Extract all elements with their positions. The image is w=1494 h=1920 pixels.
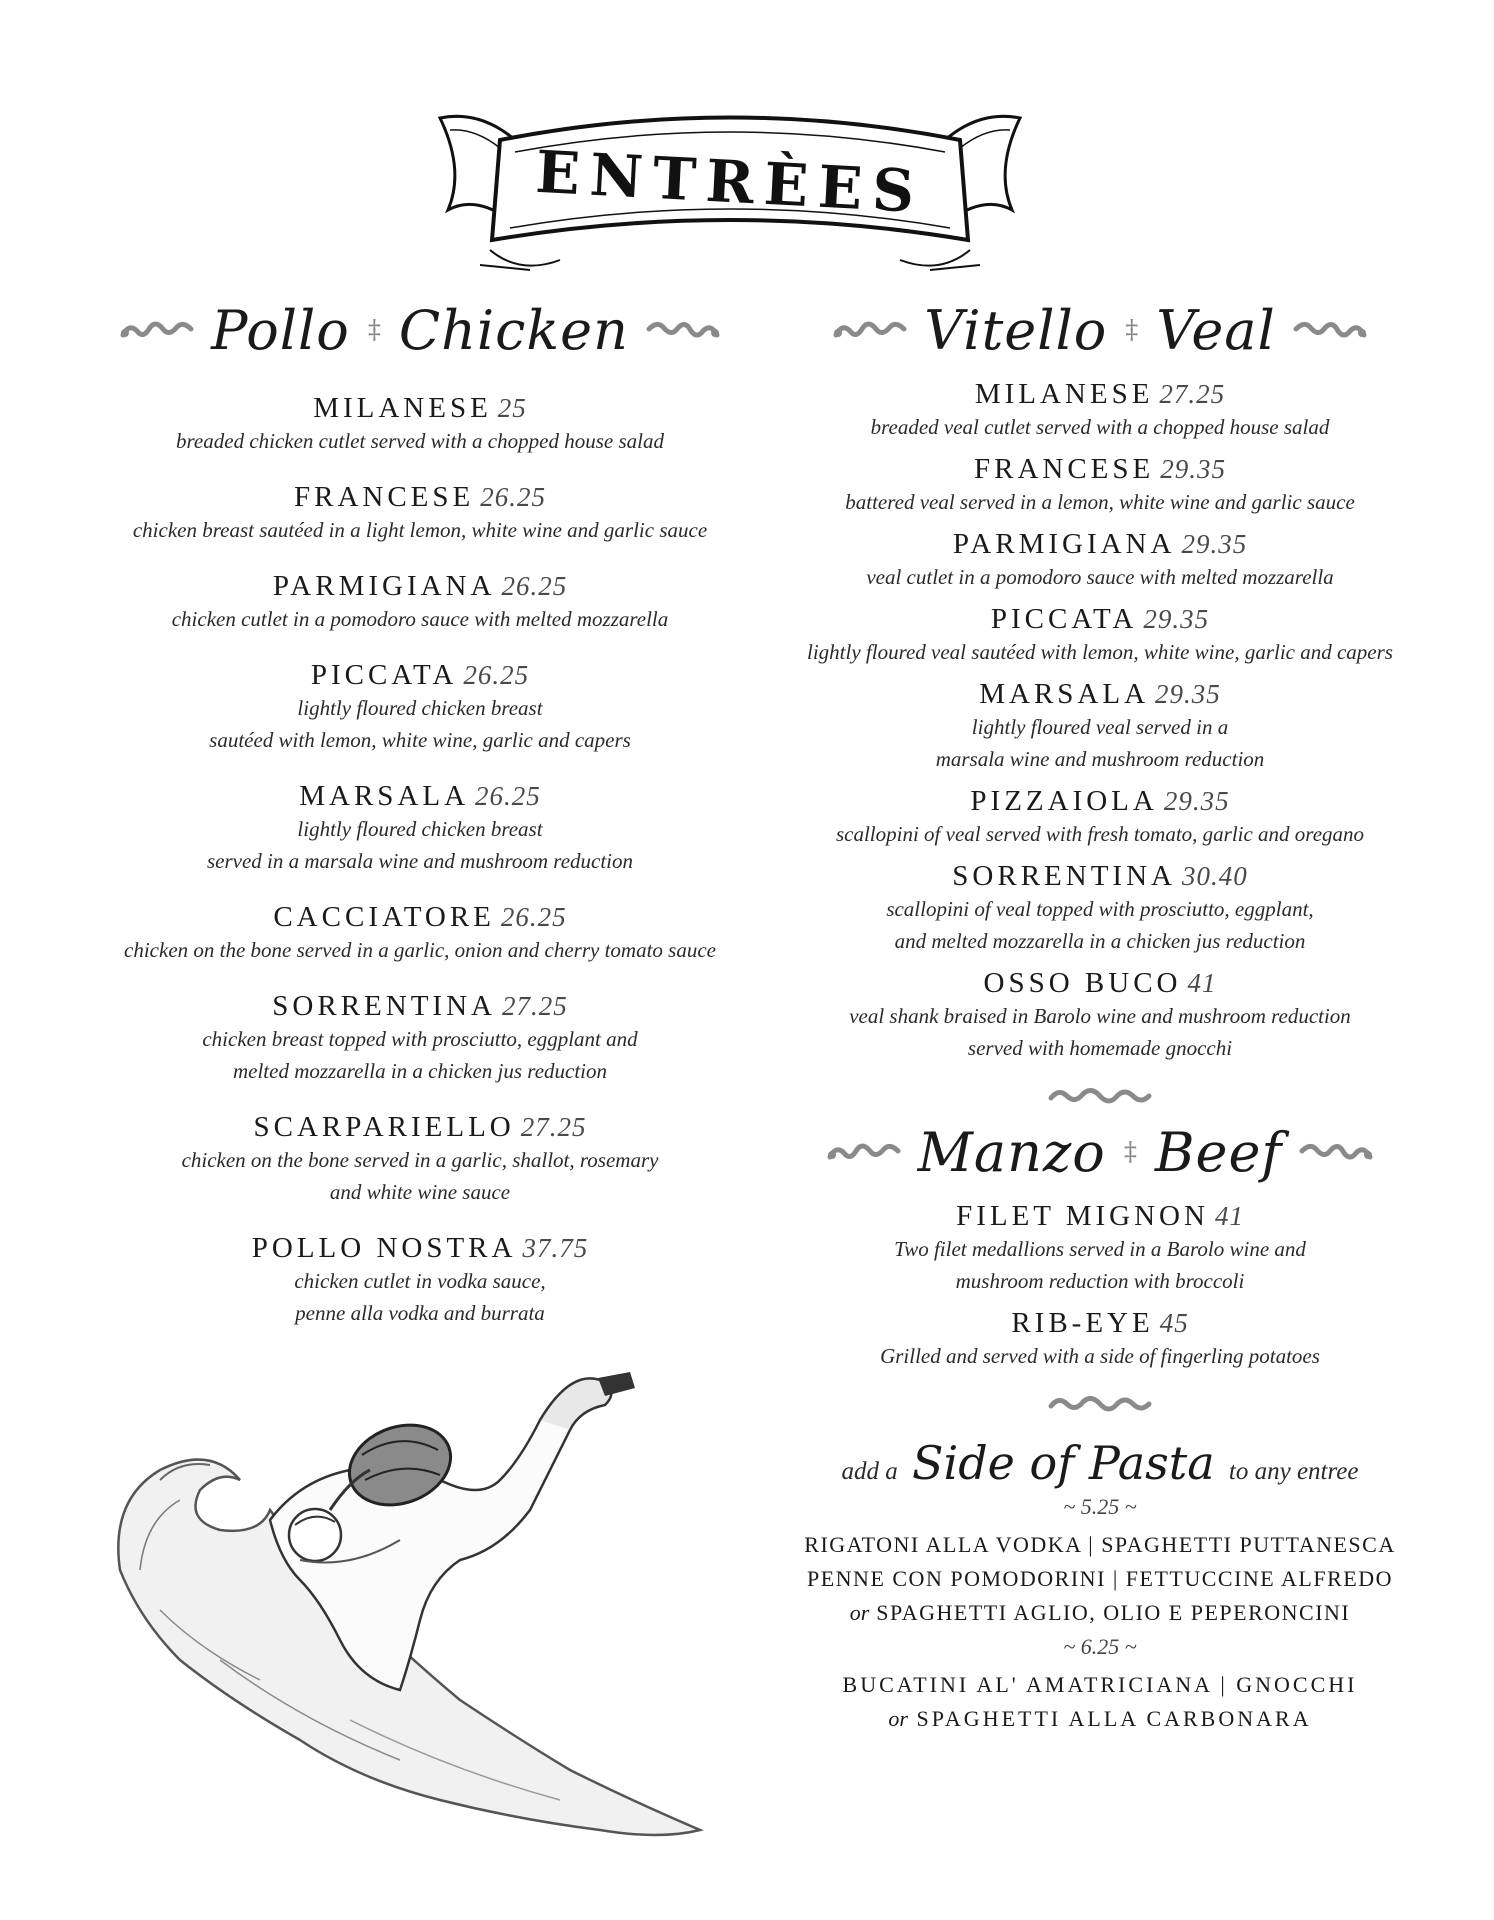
menu-item-name: OSSO BUCO	[983, 967, 1182, 999]
menu-item-price: 41	[1187, 968, 1217, 998]
dagger-separator: ‡	[1123, 1137, 1137, 1167]
chicken-title-italian: Pollo	[211, 298, 350, 362]
pasta-intro-post: to any entree	[1228, 1458, 1359, 1485]
menu-item-name: FILET MIGNON	[956, 1200, 1209, 1232]
menu-item-name: PARMIGIANA	[952, 528, 1176, 560]
menu-item-header	[90, 901, 750, 934]
pasta-line-4: BUCATINI AL' AMATRICIANA | GNOCCHI	[842, 1672, 1358, 1697]
menu-item-name: FRANCESE	[293, 481, 475, 513]
beef-title-italian: Manzo	[917, 1120, 1106, 1184]
menu-item-description: scallopini of veal served with fresh tomato, garlic and oregano	[835, 822, 1365, 846]
chicken-column	[90, 292, 750, 1329]
menu-item-description: mushroom reduction with broccoli	[955, 1269, 1245, 1293]
menu-item-name: MILANESE	[313, 392, 492, 424]
chicken-title-english: Chicken	[398, 298, 629, 362]
menu-item	[90, 780, 750, 877]
pasta-intro-title: Side of Pasta	[911, 1436, 1215, 1490]
veal-section-header	[760, 292, 1440, 368]
swirl-ornament-icon	[832, 315, 910, 345]
pasta-line-5-text: SPAGHETTI ALLA CARBONARA	[916, 1706, 1312, 1731]
menu-item-name: SORRENTINA	[272, 990, 496, 1022]
menu-item-header	[90, 659, 750, 692]
side-of-pasta-heading	[760, 1436, 1440, 1490]
menu-item	[90, 392, 750, 457]
menu-item-header	[90, 1111, 750, 1144]
menu-item-price: 30.40	[1181, 861, 1248, 891]
menu-item-price: 26.25	[500, 902, 567, 932]
menu-item-description: veal shank braised in Barolo wine and mushroom reduction	[849, 1004, 1351, 1028]
beef-section-header	[760, 1114, 1440, 1190]
menu-item-price: 41	[1214, 1201, 1244, 1231]
menu-item-description: and melted mozzarella in a chicken jus reduction	[894, 929, 1306, 953]
menu-item-description: lightly floured veal served in a	[971, 715, 1229, 739]
menu-item-description: Two filet medallions served in a Barolo wine and	[894, 1237, 1306, 1261]
menu-item-name: MARSALA	[979, 678, 1150, 710]
pasta-line-3-text: SPAGHETTI AGLIO, OLIO E PEPERONCINI	[876, 1600, 1351, 1625]
menu-item-description: scallopini of veal topped with prosciutto, eggplant,	[886, 897, 1314, 921]
menu-item-header	[760, 453, 1440, 486]
or-label: or	[849, 1600, 870, 1625]
menu-item-header	[90, 1232, 750, 1265]
swirl-ornament-icon	[119, 315, 197, 345]
menu-item-description: served with homemade gnocchi	[967, 1036, 1233, 1060]
menu-item-description: veal cutlet in a pomodoro sauce with melted mozzarella	[866, 565, 1334, 589]
menu-item	[90, 901, 750, 966]
menu-item-header	[760, 378, 1440, 411]
veal-title-italian: Vitello	[924, 298, 1108, 362]
menu-item-header	[760, 785, 1440, 818]
menu-item-header	[760, 528, 1440, 561]
or-label: or	[888, 1706, 908, 1731]
menu-item-description: chicken breast topped with prosciutto, eggplant and	[202, 1027, 638, 1051]
veal-beef-column	[760, 292, 1440, 1736]
menu-item-name: MARSALA	[299, 780, 470, 812]
menu-item	[760, 967, 1440, 1064]
menu-item-price: 29.35	[1160, 454, 1226, 484]
menu-item-name: PICCATA	[310, 659, 458, 691]
menu-item	[90, 990, 750, 1087]
scroll-divider-icon	[760, 1084, 1440, 1108]
chicken-section-header	[90, 292, 750, 368]
menu-item-price: 29.35	[1143, 604, 1210, 634]
menu-item-price: 37.75	[522, 1233, 589, 1263]
menu-item	[90, 659, 750, 756]
pasta-line-3	[760, 1596, 1440, 1630]
menu-item	[90, 570, 750, 635]
swirl-ornament-icon	[1296, 1137, 1374, 1167]
menu-item-description: served in a marsala wine and mushroom reduction	[207, 849, 633, 873]
menu-item-description: chicken cutlet in vodka sauce,	[294, 1269, 546, 1293]
menu-item-description: sautéed with lemon, white wine, garlic and capers	[209, 728, 631, 752]
banner-title: ENTRÈES	[534, 137, 926, 227]
chicken-items-list	[90, 392, 750, 1329]
pasta-line-5	[760, 1702, 1440, 1736]
menu-item-header	[760, 1200, 1440, 1233]
menu-item-description: chicken on the bone served in a garlic, onion and cherry tomato sauce	[124, 938, 716, 962]
menu-item	[760, 453, 1440, 518]
pasta-price-tier-1: ~ 5.25 ~	[1063, 1494, 1137, 1519]
menu-item-name: RIB-EYE	[1011, 1307, 1154, 1339]
beef-title-english: Beef	[1154, 1120, 1283, 1184]
menu-item-description: chicken breast sautéed in a light lemon, white wine and garlic sauce	[132, 518, 708, 542]
veal-items-list	[760, 378, 1440, 1064]
menu-item-description: battered veal served in a lemon, white wine and garlic sauce	[845, 490, 1355, 514]
menu-item-price: 29.35	[1163, 786, 1230, 816]
menu-item-header	[90, 780, 750, 813]
menu-item-description: Grilled and served with a side of fingerling potatoes	[880, 1344, 1320, 1368]
menu-item	[90, 481, 750, 546]
entrees-banner	[420, 100, 1040, 290]
pasta-intro-pre: add a	[841, 1458, 898, 1485]
menu-item	[760, 785, 1440, 850]
swirl-ornament-icon	[643, 315, 721, 345]
pasta-line-2: PENNE CON POMODORINI | FETTUCCINE ALFREDO	[807, 1566, 1393, 1591]
menu-item-description: lightly floured chicken breast	[297, 817, 543, 841]
pasta-price-tier-2: ~ 6.25 ~	[1063, 1634, 1137, 1659]
menu-item-price: 45	[1159, 1308, 1189, 1338]
swirl-ornament-icon	[826, 1137, 904, 1167]
menu-item-description: lightly floured veal sautéed with lemon, white wine, garlic and capers	[807, 640, 1393, 664]
menu-item-header	[90, 392, 750, 425]
barrel-man-illustration	[100, 1360, 780, 1880]
dagger-separator: ‡	[367, 315, 381, 345]
menu-item-name: MILANESE	[974, 378, 1154, 410]
menu-item-description: chicken cutlet in a pomodoro sauce with melted mozzarella	[171, 607, 669, 631]
menu-item-price: 29.35	[1155, 679, 1221, 709]
beef-items-list	[760, 1200, 1440, 1372]
menu-item	[760, 378, 1440, 443]
pasta-line-1: RIGATONI ALLA VODKA | SPAGHETTI PUTTANESCA	[804, 1532, 1396, 1557]
menu-item-header	[90, 990, 750, 1023]
menu-item	[760, 528, 1440, 593]
menu-item-header	[90, 570, 750, 603]
menu-item-price: 26.25	[501, 571, 568, 601]
menu-item	[760, 1200, 1440, 1297]
menu-item-price: 26.25	[463, 660, 530, 690]
menu-item-description: lightly floured chicken breast	[297, 696, 543, 720]
menu-item	[760, 603, 1440, 668]
veal-title-english: Veal	[1156, 298, 1276, 362]
swirl-ornament-icon	[1290, 315, 1368, 345]
menu-item-description: breaded veal cutlet served with a chopped house salad	[870, 415, 1330, 439]
menu-item-description: and white wine sauce	[329, 1180, 511, 1204]
menu-item	[90, 1111, 750, 1208]
menu-item-price: 26.25	[475, 781, 541, 811]
menu-item-header	[760, 967, 1440, 1000]
menu-item-header	[760, 860, 1440, 893]
menu-item	[90, 1232, 750, 1329]
menu-item-header	[760, 678, 1440, 711]
menu-item-name: PIZZAIOLA	[970, 785, 1158, 817]
menu-item-description: melted mozzarella in a chicken jus reduction	[232, 1059, 608, 1083]
menu-item-header	[90, 481, 750, 514]
menu-item-price: 25	[497, 393, 527, 423]
menu-item-name: POLLO NOSTRA	[251, 1232, 517, 1264]
menu-item-name: PARMIGIANA	[272, 570, 496, 602]
menu-item-price: 27.25	[501, 991, 568, 1021]
menu-item-name: CACCIATORE	[273, 901, 495, 933]
menu-item-description: penne alla vodka and burrata	[295, 1301, 545, 1325]
menu-item-name: SORRENTINA	[952, 860, 1176, 892]
dagger-separator: ‡	[1125, 315, 1139, 345]
menu-item-description: chicken on the bone served in a garlic, shallot, rosemary	[181, 1148, 659, 1172]
menu-item-description: breaded chicken cutlet served with a chopped house salad	[176, 429, 664, 453]
menu-item	[760, 1307, 1440, 1372]
menu-item-price: 27.25	[1159, 379, 1226, 409]
menu-item-header	[760, 603, 1440, 636]
menu-item-price: 26.25	[480, 482, 546, 512]
menu-item	[760, 860, 1440, 957]
wave-figure-icon	[100, 1360, 780, 1880]
menu-item-price: 27.25	[520, 1112, 587, 1142]
scroll-divider-icon	[760, 1392, 1440, 1416]
menu-item	[760, 678, 1440, 775]
menu-item-description: marsala wine and mushroom reduction	[935, 747, 1265, 771]
menu-item-header	[760, 1307, 1440, 1340]
menu-item-name: SCARPARIELLO	[253, 1111, 515, 1143]
menu-item-price: 29.35	[1181, 529, 1248, 559]
menu-item-name: FRANCESE	[973, 453, 1155, 485]
menu-item-name: PICCATA	[990, 603, 1138, 635]
